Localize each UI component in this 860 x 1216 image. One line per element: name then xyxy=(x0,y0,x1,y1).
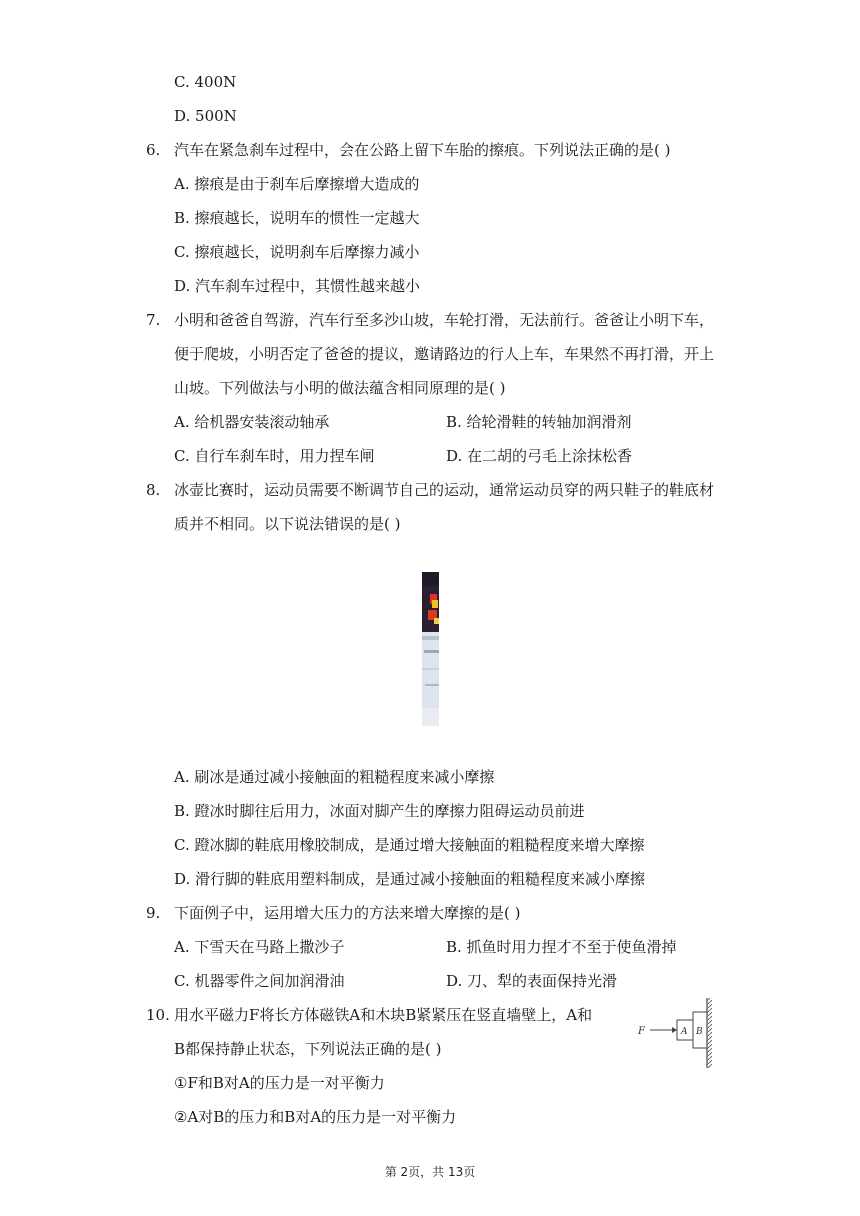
q9-option-d: D. 刀、犁的表面保持光滑 xyxy=(446,972,618,990)
q7-option-a: A. 给机器安装滚动轴承 xyxy=(174,413,330,431)
q6-option-b: B. 擦痕越长，说明车的惯性一定越大 xyxy=(174,209,420,227)
question-number-7: 7. xyxy=(146,311,161,329)
wall-hatch xyxy=(707,998,712,1068)
q9-option-c: C. 机器零件之间加润滑油 xyxy=(174,972,345,990)
force-arrow-head xyxy=(672,1027,677,1033)
question-6-stem: 汽车在紧急刹车过程中，会在公路上留下车胎的擦痕。下列说法正确的是( ) xyxy=(174,141,671,159)
question-10-stem-line1: 用水平磁力F将长方体磁铁A和木块B紧紧压在竖直墙壁上，A和 xyxy=(174,1006,593,1024)
q9-option-b: B. 抓鱼时用力捏才不至于使鱼滑掉 xyxy=(446,938,677,956)
option-d-prev: D. 500N xyxy=(174,107,237,125)
q7-option-d: D. 在二胡的弓毛上涂抹松香 xyxy=(446,447,633,465)
force-diagram xyxy=(636,996,716,1072)
question-9-stem: 下面例子中，运用增大压力的方法来增大摩擦的是( ) xyxy=(174,904,521,922)
question-8-stem-line2: 质并不相同。以下说法错误的是( ) xyxy=(174,515,401,533)
q7-option-c: C. 自行车刹车时，用力捏车闸 xyxy=(174,447,375,465)
question-8-stem-line1: 冰壶比赛时，运动员需要不断调节自己的运动，通常运动员穿的两只鞋子的鞋底材 xyxy=(174,481,715,499)
force-label: F xyxy=(638,1026,645,1037)
question-number-8: 8. xyxy=(146,481,161,499)
q8-option-d: D. 滑行脚的鞋底用塑料制成，是通过减小接触面的粗糙程度来减小摩擦 xyxy=(174,870,646,888)
question-number-6: 6. xyxy=(146,141,161,159)
question-7-stem-line2: 便于爬坡，小明否定了爸爸的提议，邀请路边的行人上车，车果然不再打滑，开上 xyxy=(174,345,715,363)
question-7-stem-line1: 小明和爸爸自驾游，汽车行至多沙山坡，车轮打滑，无法前行。爸爸让小明下车， xyxy=(174,311,715,329)
q8-option-c: C. 蹬冰脚的鞋底用橡胶制成，是通过增大接触面的粗糙程度来增大摩擦 xyxy=(174,836,645,854)
question-number-9: 9. xyxy=(146,904,161,922)
q8-option-b: B. 蹬冰时脚往后用力，冰面对脚产生的摩擦力阻碍运动员前进 xyxy=(174,802,585,820)
option-c-prev: C. 400N xyxy=(174,73,237,91)
question-number-10: 10. xyxy=(146,1006,170,1024)
curling-photo xyxy=(422,572,439,726)
question-7-stem-line3: 山坡。下列做法与小明的做法蕴含相同原理的是( ) xyxy=(174,379,506,397)
q10-statement-2: ②A对B的压力和B对A的压力是一对平衡力 xyxy=(174,1108,457,1126)
page-footer: 第 2页，共 13页 xyxy=(384,1165,476,1179)
q9-option-a: A. 下雪天在马路上撒沙子 xyxy=(174,938,345,956)
question-10-stem-line2: B都保持静止状态，下列说法正确的是( ) xyxy=(174,1040,442,1058)
block-a-label: A xyxy=(681,1027,688,1037)
block-b-label: B xyxy=(696,1027,703,1037)
q7-option-b: B. 给轮滑鞋的转轴加润滑剂 xyxy=(446,413,632,431)
q6-option-d: D. 汽车刹车过程中，其惯性越来越小 xyxy=(174,277,421,295)
q6-option-c: C. 擦痕越长，说明刹车后摩擦力减小 xyxy=(174,243,420,261)
q8-option-a: A. 刷冰是通过减小接触面的粗糙程度来减小摩擦 xyxy=(174,768,495,786)
q6-option-a: A. 擦痕是由于刹车后摩擦增大造成的 xyxy=(174,175,420,193)
q10-statement-1: ①F和B对A的压力是一对平衡力 xyxy=(174,1074,385,1092)
